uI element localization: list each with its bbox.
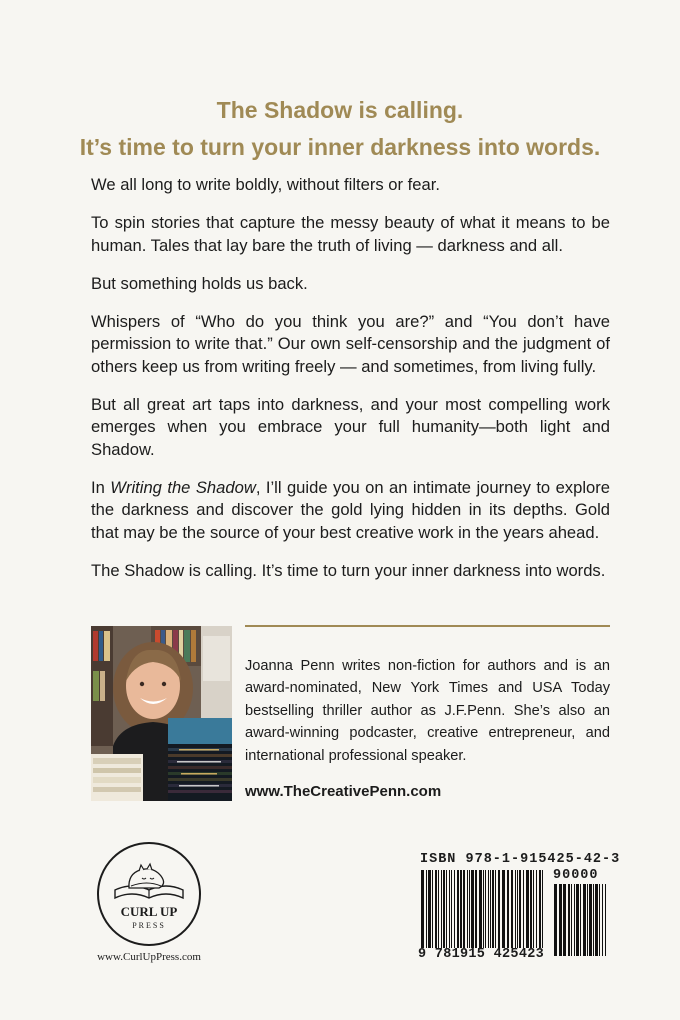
barcode-bar bbox=[495, 870, 496, 948]
paragraph-6 bbox=[91, 477, 610, 545]
barcode-bar bbox=[554, 884, 557, 956]
barcode-bar bbox=[511, 870, 513, 948]
barcode-bar bbox=[454, 870, 455, 948]
barcode-bar bbox=[426, 870, 427, 948]
barcode-bar bbox=[589, 884, 592, 956]
barcode-bar bbox=[485, 870, 486, 948]
barcode-bar bbox=[498, 870, 500, 948]
publisher-logo bbox=[95, 840, 203, 948]
barcode-bar bbox=[587, 884, 588, 956]
paragraph-5: But all great art taps into darkness, and your most compelling work emerges when you embrace your full humanity—both light and Shadow. bbox=[91, 394, 610, 459]
barcode-bar bbox=[559, 884, 562, 956]
barcode-bar bbox=[467, 870, 468, 948]
barcode-bar bbox=[595, 884, 598, 956]
barcode-bar bbox=[469, 870, 470, 948]
barcode-bar bbox=[488, 870, 489, 948]
barcode-bar bbox=[479, 870, 482, 948]
barcode-bar bbox=[593, 884, 594, 956]
barcode-bar bbox=[475, 870, 477, 948]
barcode-bar bbox=[492, 870, 494, 948]
barcode-bar bbox=[605, 884, 606, 956]
publisher-name-line-2: PRESS bbox=[132, 921, 166, 930]
paragraph-4: Whispers of “Who do you think you are?” and “You don’t have permission to write that.” Our own self-censorship and the judgment of others keep us from writing freely — and sometimes, from living fully. bbox=[91, 311, 610, 376]
barcode-bar bbox=[441, 870, 442, 948]
headline-line-2: It’s time to turn your inner darkness into words. bbox=[79, 134, 601, 160]
barcode-bar bbox=[526, 870, 529, 948]
barcode-bar bbox=[542, 870, 543, 948]
author-bio: Joanna Penn writes non-fiction for authors and is an award-nominated, New York Times and USA Today bestselling thriller author as J.F.Penn. She’s also an award-winning podcaster, creative entrepreneur, and international professional speaker. bbox=[245, 658, 610, 764]
barcode-bar bbox=[435, 870, 437, 948]
barcode-bar bbox=[502, 870, 505, 948]
author-website: www.TheCreativePenn.com bbox=[245, 783, 442, 800]
barcode-bar bbox=[530, 870, 532, 948]
price-barcode bbox=[553, 884, 608, 956]
barcode-bar bbox=[536, 870, 537, 948]
barcode-bar bbox=[583, 884, 586, 956]
barcode-bar bbox=[449, 870, 450, 948]
barcode-bar bbox=[563, 884, 566, 956]
barcode-bar bbox=[507, 870, 509, 948]
barcode-bar bbox=[471, 870, 474, 948]
barcode-bar bbox=[463, 870, 465, 948]
publisher-name-line-1: CURL UP bbox=[120, 904, 178, 919]
barcode-bar bbox=[602, 884, 603, 956]
barcode-bar bbox=[568, 884, 570, 956]
barcode-bar bbox=[428, 870, 431, 948]
barcode-digits: 9 781915 425423 bbox=[418, 947, 545, 962]
isbn-label: ISBN 978-1-915425-42-3 bbox=[420, 852, 621, 867]
barcode-bar bbox=[451, 870, 452, 948]
barcode-bar bbox=[446, 870, 447, 948]
barcode-bar bbox=[421, 870, 424, 948]
back-cover-copy bbox=[91, 174, 610, 598]
barcode-bar bbox=[576, 884, 579, 956]
barcode-bar bbox=[432, 870, 433, 948]
paragraph-7: The Shadow is calling. It’s time to turn your inner darkness into words. bbox=[91, 560, 606, 580]
barcode-bar bbox=[580, 884, 581, 956]
barcode-bar bbox=[523, 870, 524, 948]
barcode-bar bbox=[519, 870, 521, 948]
barcode-bar bbox=[438, 870, 439, 948]
barcode-bar bbox=[533, 870, 534, 948]
book-title: Writing the Shadow bbox=[110, 477, 256, 497]
paragraph-2: To spin stories that capture the messy beauty of what it means to be human. Tales that lay bare the truth of living — darkness and all. bbox=[91, 213, 610, 255]
paragraph-6-suffix: , I’ll guide you on an intimate journey to explore the darkness and discover the gold lying hidden in its depths. Gold that may be the source of your best creative work in the years ahead. bbox=[91, 477, 611, 542]
author-photo bbox=[91, 626, 232, 801]
barcode-bar bbox=[539, 870, 541, 948]
publisher-url: www.CurlUpPress.com bbox=[97, 951, 201, 963]
barcode-bar bbox=[457, 870, 459, 948]
barcode-bar bbox=[571, 884, 572, 956]
barcode-bar bbox=[574, 884, 575, 956]
headline bbox=[0, 92, 680, 166]
barcode-bar bbox=[443, 870, 445, 948]
barcode-bar bbox=[490, 870, 491, 948]
divider bbox=[245, 625, 610, 627]
paragraph-6-prefix: In bbox=[91, 477, 111, 497]
barcode-bar bbox=[517, 870, 518, 948]
price-code: 90000 bbox=[553, 868, 599, 883]
isbn-barcode bbox=[420, 870, 546, 948]
headline-line-1: The Shadow is calling. bbox=[216, 97, 464, 123]
barcode-bar bbox=[483, 870, 484, 948]
barcode-bar bbox=[515, 870, 516, 948]
paragraph-3: But something holds us back. bbox=[91, 273, 308, 293]
barcode-bar bbox=[599, 884, 600, 956]
paragraph-1: We all long to write boldly, without filters or fear. bbox=[91, 175, 440, 194]
barcode-bar bbox=[460, 870, 462, 948]
